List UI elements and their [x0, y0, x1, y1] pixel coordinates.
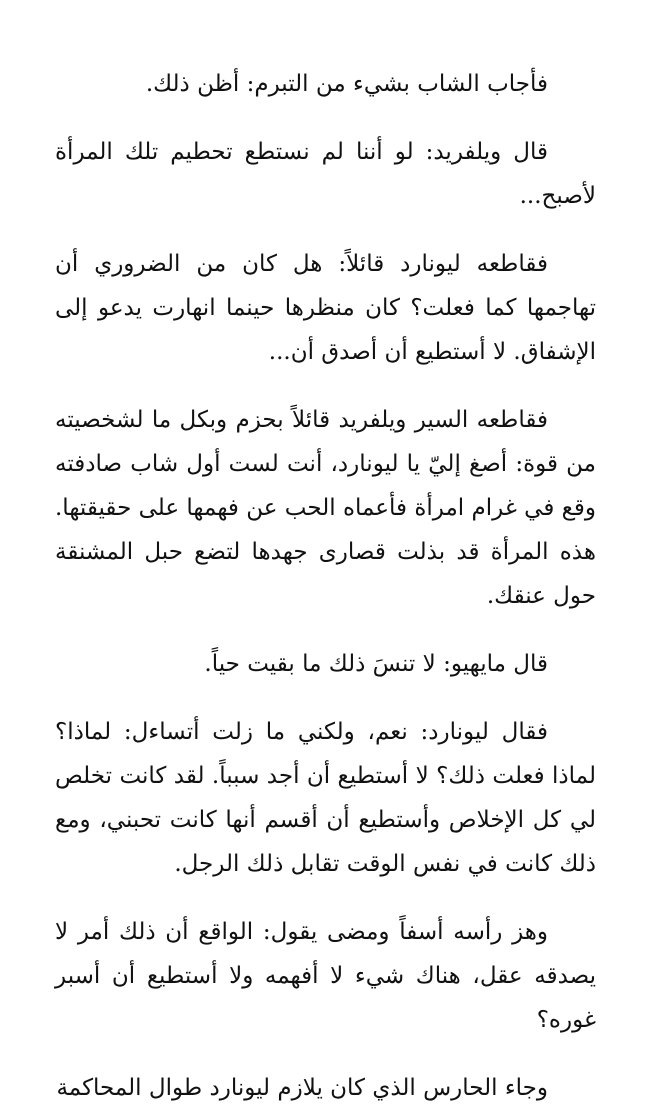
paragraph: فقاطعه السير ويلفريد قائلاً بحزم وبكل ما لشخصيته من قوة: أصغ إليّ يا ليونارد، أنت لست أول شاب صادفته وقع في غرام امرأة فأعماه الحب عن فهمها على حقيقتها. هذه المرأة قد بذلت قصارى جهدها لتضع حبل المشنقة حول عنقك.: [55, 407, 596, 609]
paragraph: فقال ليونارد: نعم، ولكني ما زلت أتساءل: لماذا؟ لماذا فعلت ذلك؟ لا أستطيع أن أجد سبباً. لقد كانت تخلص لي كل الإخلاص وأستطيع أن أقسم أنها كانت تحبني، ومع ذلك كانت في نفس الوقت تقابل ذلك الرجل.: [55, 719, 596, 877]
paragraph: وهز رأسه أسفاً ومضى يقول: الواقع أن ذلك أمر لا يصدقه عقل، هناك شيء لا أفهمه ولا أستطيع أن أسبر غوره؟: [55, 919, 596, 1033]
paragraph: قال مايهيو: لا تنسَ ذلك ما بقيت حياً.: [204, 651, 548, 677]
paragraph: قال ويلفريد: لو أننا لم نستطع تحطيم تلك المرأة لأصبح...: [55, 139, 596, 209]
paragraph: فأجاب الشاب بشيء من التبرم: أظن ذلك.: [145, 71, 548, 97]
paragraph: وجاء الحارس الذي كان يلازم ليونارد طوال المحاكمة: [56, 1075, 548, 1101]
paragraph: فقاطعه ليونارد قائلاً: هل كان من الضروري أن تهاجمها كما فعلت؟ كان منظرها حينما انهارت يدعو إلى الإشفاق. لا أستطيع أن أصدق أن...: [55, 251, 596, 365]
